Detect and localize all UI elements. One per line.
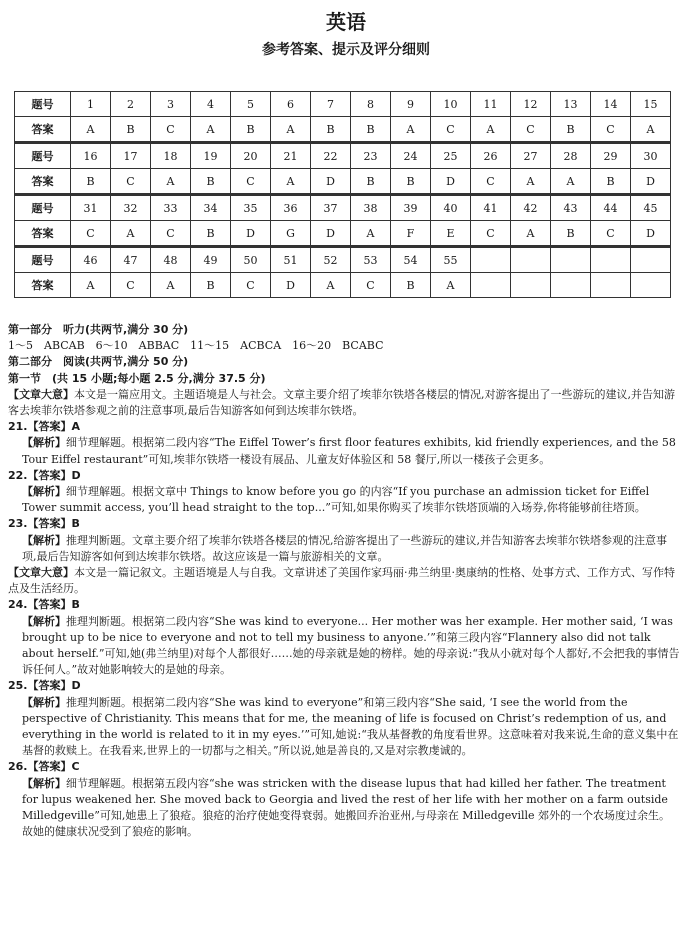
answer-cell: B	[191, 273, 231, 298]
answer-cell	[631, 273, 671, 298]
question-number-cell: 46	[71, 247, 111, 273]
answer-cell: D	[631, 169, 671, 195]
row-header-answer: 答案	[15, 273, 71, 298]
question-number-row	[15, 143, 671, 169]
analysis-label: 【解析】	[22, 614, 66, 628]
question-answer: 23.【答案】B	[8, 517, 80, 531]
question-number-cell: 41	[471, 195, 511, 221]
answer-cell: B	[351, 117, 391, 143]
answer-row	[15, 221, 671, 247]
answer-cell: F	[391, 221, 431, 247]
answer-cell	[511, 273, 551, 298]
question-number-cell: 4	[191, 92, 231, 117]
question-number-cell: 19	[191, 143, 231, 169]
part1-answers: 1～5 ABCAB 6～10 ABBAC 11～15 ACBCA 16～20 BCABC	[8, 339, 384, 353]
question-number-cell: 9	[391, 92, 431, 117]
question-answer: 21.【答案】A	[8, 420, 80, 434]
question-number-cell: 36	[271, 195, 311, 221]
row-header-question: 题号	[15, 92, 71, 117]
answer-cell: B	[391, 169, 431, 195]
question-number-cell: 10	[431, 92, 471, 117]
analysis-paragraph	[8, 435, 680, 467]
question-number-cell: 5	[231, 92, 271, 117]
answer-cell: D	[631, 221, 671, 247]
summary-paragraph	[8, 565, 680, 597]
answer-cell: A	[471, 117, 511, 143]
question-number-cell: 18	[151, 143, 191, 169]
answer-cell: B	[231, 117, 271, 143]
question-number-cell	[551, 247, 591, 273]
answer-cell: D	[271, 273, 311, 298]
question-number-cell	[591, 247, 631, 273]
answer-cell: C	[471, 221, 511, 247]
answer-cell: C	[231, 273, 271, 298]
question-number-cell: 2	[111, 92, 151, 117]
question-number-cell	[631, 247, 671, 273]
answer-cell: G	[271, 221, 311, 247]
answer-cell: A	[351, 221, 391, 247]
analysis-paragraph	[8, 533, 680, 565]
summary-paragraph	[8, 387, 680, 419]
question-number-cell: 51	[271, 247, 311, 273]
question-number-cell: 22	[311, 143, 351, 169]
question-number-cell: 33	[151, 195, 191, 221]
analysis-label: 【解析】	[22, 776, 66, 790]
answer-cell: C	[71, 221, 111, 247]
question-number-cell: 35	[231, 195, 271, 221]
answer-cell: A	[511, 169, 551, 195]
analysis-label: 【解析】	[22, 695, 66, 709]
answer-cell: A	[631, 117, 671, 143]
answer-cell: C	[111, 273, 151, 298]
row-header-question: 题号	[15, 195, 71, 221]
analysis-label: 【解析】	[22, 533, 66, 547]
answer-cell: E	[431, 221, 471, 247]
question-answer: 22.【答案】D	[8, 468, 81, 482]
question-number-cell: 3	[151, 92, 191, 117]
question-number-cell: 12	[511, 92, 551, 117]
question-number-cell: 55	[431, 247, 471, 273]
question-number-cell	[511, 247, 551, 273]
question-number-cell: 15	[631, 92, 671, 117]
answer-cell: D	[311, 169, 351, 195]
row-header-answer: 答案	[15, 117, 71, 143]
question-number-cell: 16	[71, 143, 111, 169]
answer-cell: A	[151, 169, 191, 195]
question-answer: 26.【答案】C	[8, 760, 80, 774]
summary-label: 【文章大意】	[8, 387, 74, 401]
answer-cell: D	[231, 221, 271, 247]
page-subtitle: 参考答案、提示及评分细则	[262, 42, 430, 58]
answer-cell: B	[591, 169, 631, 195]
summary-text: 本文是一篇应用文。主题语境是人与社会。文章主要介绍了埃菲尔铁塔各楼层的情况,对游客提出了一些游玩的建议,并告知游客去埃菲尔铁塔参观之前的注意事项,最后告知游客如何到达埃菲尔铁塔。	[8, 387, 675, 418]
question-number-cell: 24	[391, 143, 431, 169]
answer-cell: B	[191, 221, 231, 247]
answer-row	[15, 169, 671, 195]
question-number-cell: 48	[151, 247, 191, 273]
answer-cell	[591, 273, 631, 298]
answer-cell: A	[391, 117, 431, 143]
question-number-cell: 6	[271, 92, 311, 117]
answer-cell: A	[151, 273, 191, 298]
row-header-question: 题号	[15, 247, 71, 273]
question-answer: 24.【答案】B	[8, 598, 80, 612]
question-number-cell: 34	[191, 195, 231, 221]
question-number-cell: 43	[551, 195, 591, 221]
question-number-cell: 39	[391, 195, 431, 221]
answer-cell: B	[391, 273, 431, 298]
question-number-cell: 31	[71, 195, 111, 221]
analysis-text: 推理判断题。根据第二段内容“She was kind to everyone... Her mother was her example. Her mother said, ‘I was brought up to be nice to everyone and not to tell my business to anyone.’”和第三段内容“Flannery also did not talk about herself.”可知,她(弗兰纳里)对每个人都很好……她的母亲就是她的榜样。她的母亲说:“我从小就对每个人都好,不会把我的事情告诉任何人。”故对她影响较大的是她的母亲。	[22, 614, 680, 677]
question-number-cell: 13	[551, 92, 591, 117]
question-number-cell: 20	[231, 143, 271, 169]
answer-cell: A	[271, 117, 311, 143]
page-title: 英语	[326, 10, 366, 34]
answer-cell: B	[351, 169, 391, 195]
answer-cell: A	[511, 221, 551, 247]
question-number-cell: 14	[591, 92, 631, 117]
answer-cell: C	[511, 117, 551, 143]
question-number-cell: 29	[591, 143, 631, 169]
answer-table	[14, 91, 671, 298]
question-number-cell: 37	[311, 195, 351, 221]
summary-text: 本文是一篇记叙文。主题语境是人与自我。文章讲述了美国作家玛丽·弗兰纳里·奥康纳的性格、处事方式、工作方式、写作特点及生活经历。	[8, 566, 675, 596]
question-number-cell: 38	[351, 195, 391, 221]
question-number-cell: 32	[111, 195, 151, 221]
answer-cell	[551, 273, 591, 298]
question-number-cell: 11	[471, 92, 511, 117]
analysis-text: 推理判断题。根据第二段内容“She was kind to everyone”和第三段内容“She said, ‘I see the world from the perspective of Christianity. This means that for me, the meaning of life is focused on Christ’s redemption of us, and everything in the world is related to it in my eyes.’”可知,她说:“我从基督教的角度看世界。这意味着对我来说,生命的意义集中在基督的救赎上。在我看来,世界上的一切都与之相关。”所以说,她是善良的,又是对宗教虔诚的。	[22, 695, 679, 758]
answer-cell: C	[471, 169, 511, 195]
answer-cell: D	[311, 221, 351, 247]
answer-cell: A	[551, 169, 591, 195]
analysis-label: 【解析】	[22, 436, 66, 450]
answer-cell: C	[591, 221, 631, 247]
question-number-cell: 1	[71, 92, 111, 117]
question-number-row	[15, 92, 671, 117]
analysis-text: 推理判断题。文章主要介绍了埃菲尔铁塔各楼层的情况,给游客提出了一些游玩的建议,并告知游客去埃菲尔铁塔参观的注意事项,最后告知游客如何到达埃菲尔铁塔。故这应该是一篇与旅游相关的文章。	[22, 533, 667, 563]
row-header-question: 题号	[15, 143, 71, 169]
answer-cell: C	[431, 117, 471, 143]
question-number-cell: 28	[551, 143, 591, 169]
question-number-cell: 26	[471, 143, 511, 169]
analysis-paragraph	[8, 776, 680, 841]
question-number-cell: 47	[111, 247, 151, 273]
question-number-cell: 21	[271, 143, 311, 169]
question-number-cell	[471, 247, 511, 273]
question-number-row	[15, 247, 671, 273]
question-number-row	[15, 195, 671, 221]
question-answer: 25.【答案】D	[8, 679, 81, 693]
summary-label: 【文章大意】	[8, 566, 74, 580]
analysis-text: 细节理解题。根据第五段内容“she was stricken with the disease lupus that had killed her father. The treatment for lupus weakened her. She moved back to Georgia and lived the rest of her life with her mother on a farm outside Milledgeville”可知,她患上了狼疮。狼疮的治疗使她变得衰弱。她搬回乔治亚州,与母亲在 Milledgeville 郊外的一个农场度过余生。故她的健康状况受到了狼疮的影响。	[22, 776, 671, 839]
answer-cell: B	[71, 169, 111, 195]
question-number-cell: 44	[591, 195, 631, 221]
question-number-cell: 40	[431, 195, 471, 221]
explanations	[8, 322, 680, 841]
question-number-cell: 45	[631, 195, 671, 221]
answer-cell: D	[431, 169, 471, 195]
answer-cell: C	[351, 273, 391, 298]
question-number-cell: 23	[351, 143, 391, 169]
part1-heading: 第一部分 听力(共两节,满分 30 分)	[8, 323, 189, 336]
question-number-cell: 42	[511, 195, 551, 221]
question-number-cell: 53	[351, 247, 391, 273]
question-number-cell: 54	[391, 247, 431, 273]
answer-cell: A	[111, 221, 151, 247]
analysis-paragraph	[8, 614, 680, 679]
question-number-cell: 8	[351, 92, 391, 117]
answer-row	[15, 117, 671, 143]
answer-cell: A	[71, 273, 111, 298]
question-number-cell: 25	[431, 143, 471, 169]
answer-cell: C	[151, 117, 191, 143]
analysis-paragraph	[8, 695, 680, 760]
answer-cell: A	[191, 117, 231, 143]
answer-cell: B	[551, 221, 591, 247]
analysis-text: 细节理解题。根据第二段内容“The Eiffel Tower’s first floor features exhibits, kid friendly experiences, and the 58 Tour Eiffel restaurant”可知,埃菲尔铁塔一楼设有展品、儿童友好体验区和 58 餐厅,所以一楼孩子会更多。	[22, 436, 676, 466]
answer-cell: C	[591, 117, 631, 143]
question-number-cell: 27	[511, 143, 551, 169]
analysis-label: 【解析】	[22, 485, 66, 499]
question-number-cell: 7	[311, 92, 351, 117]
answer-cell: C	[231, 169, 271, 195]
answer-cell: A	[71, 117, 111, 143]
answer-cell: B	[191, 169, 231, 195]
section1-heading: 第一节 (共 15 小题;每小题 2.5 分,满分 37.5 分)	[8, 371, 266, 385]
row-header-answer: 答案	[15, 169, 71, 195]
answer-cell: C	[151, 221, 191, 247]
answer-row	[15, 273, 671, 298]
answer-cell: B	[551, 117, 591, 143]
question-number-cell: 50	[231, 247, 271, 273]
answer-cell: A	[311, 273, 351, 298]
answer-cell: B	[311, 117, 351, 143]
question-number-cell: 17	[111, 143, 151, 169]
part2-heading: 第二部分 阅读(共两节,满分 50 分)	[8, 355, 189, 369]
answer-cell: A	[271, 169, 311, 195]
answer-cell: B	[111, 117, 151, 143]
analysis-paragraph	[8, 484, 680, 516]
answer-cell: C	[111, 169, 151, 195]
question-number-cell: 30	[631, 143, 671, 169]
answer-cell: A	[431, 273, 471, 298]
question-number-cell: 52	[311, 247, 351, 273]
answer-cell	[471, 273, 511, 298]
question-number-cell: 49	[191, 247, 231, 273]
row-header-answer: 答案	[15, 221, 71, 247]
analysis-text: 细节理解题。根据文章中 Things to know before you go 的内容“If you purchase an admission ticket for Eiffel Tower summit access, you’ll head straight to the top...”可知,如果你购买了埃菲尔铁塔顶端的入场券,你将能够前往塔顶。	[22, 485, 650, 515]
